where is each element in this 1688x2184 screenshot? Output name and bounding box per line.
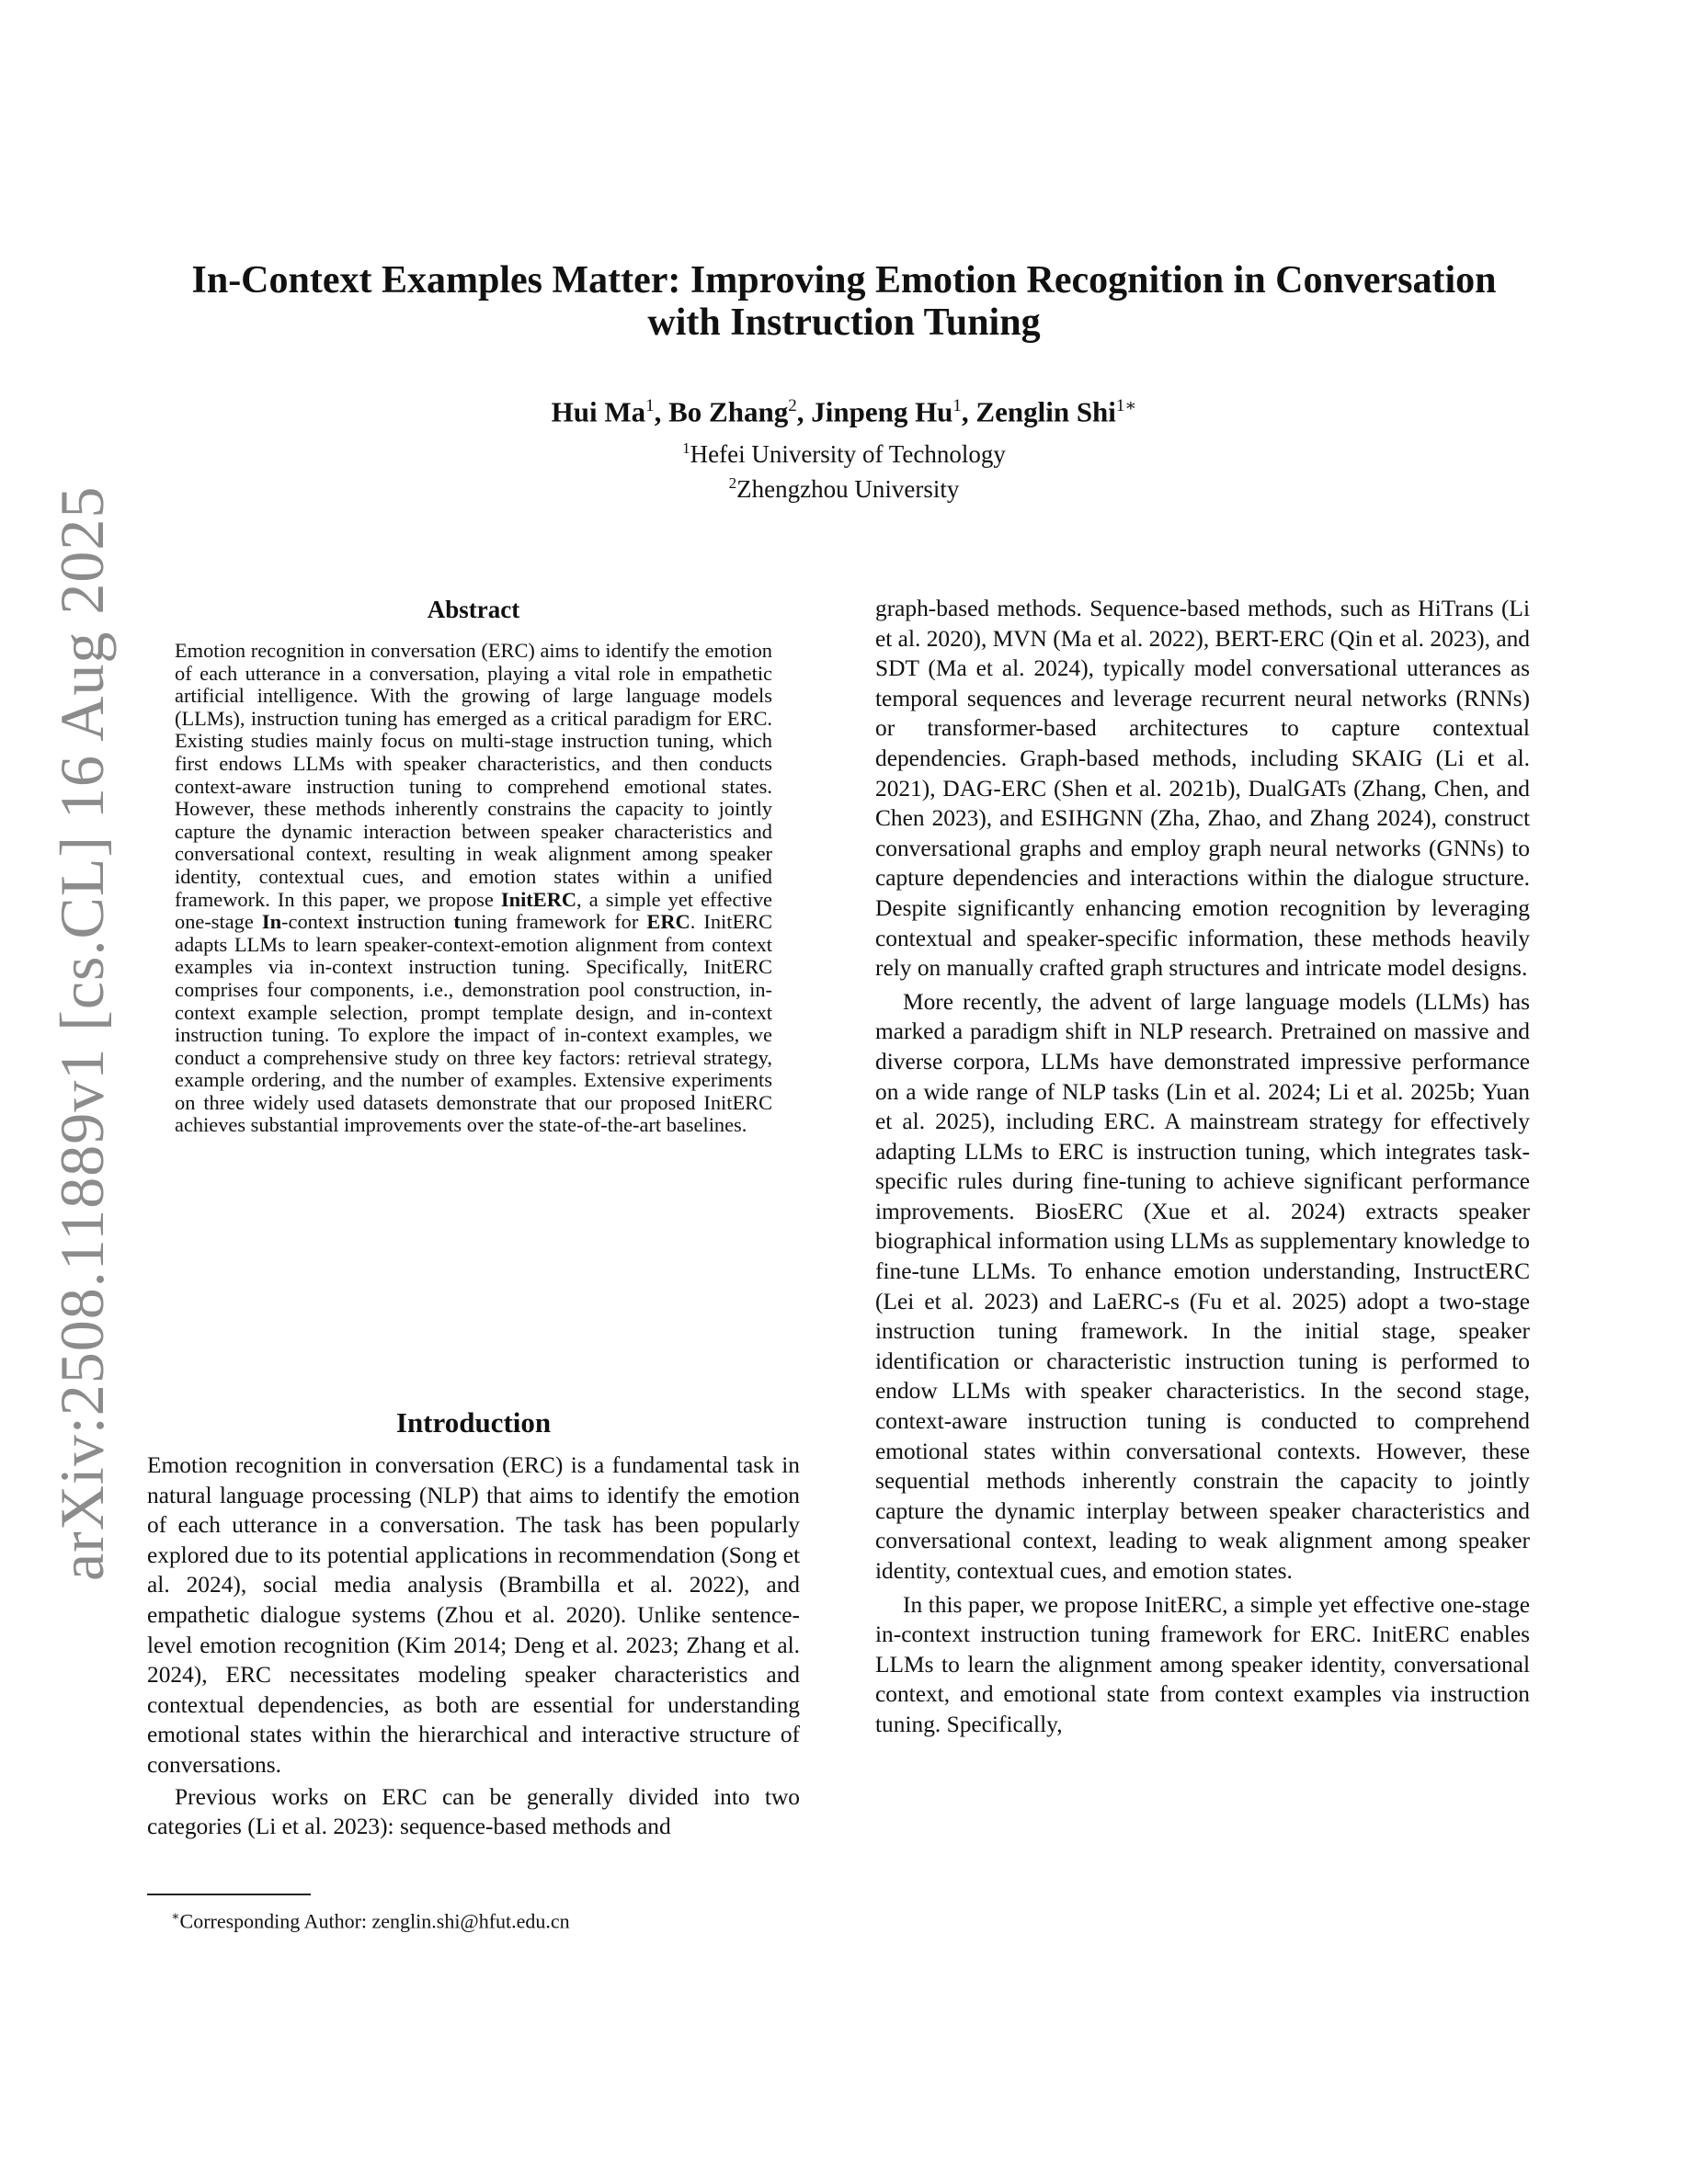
abstract-text: . InitERC adapts LLMs to learn speaker-context-emotion alignment from context examples via in-context instruction tuning. Specifically, InitERC comprises four components, i.e., demonstration pool construction, in-context example selection, prompt template design, and in-context instruction tuning. To explore the impact of in-context examples, we conduct a comprehensive study on three key factors: retrieval strategy, example ordering, and the number of examples. Extensive experiments on three widely used datasets demonstrate that our proposed InitERC achieves substantial improvements over the state-of-the-art baselines. [175,910,773,1137]
paragraph: In this paper, we propose InitERC, a simple yet effective one-stage in-context instruction tuning framework for ERC. InitERC enables LLMs to learn the alignment among speaker identity, conversational context, and emotional state from context examples via instruction tuning. Specifically, [875,1591,1530,1737]
abstract-acronym-letters: t [453,910,461,934]
affiliation-name: Zhengzhou University [736,475,960,503]
author-affiliation-mark: 1∗ [1115,396,1137,415]
abstract-heading: Abstract [427,596,520,623]
abstract-text: Emotion recognition in conversation (ERC) aims to identify the emotion of each utterance in a conversation, playing a vital role in empathetic artificial intelligence. With the growing of large language models (LLMs), instruction tuning has emerged as a critical paradigm for ERC. Existing studies mainly focus on multi-stage instruction tuning, which first endows LLMs with speaker characteristics, and then conducts context-aware instruction tuning to comprehend emotional states. However, these methods inherently constrains the capacity to jointly capture the dynamic interaction between speaker characteristics and conversational context, resulting in weak alignment among speaker identity, contextual cues, and emotion states within a unified framework. In this paper, we propose [175,639,772,911]
paper-title [147,259,1541,344]
affiliation-name: Hefei University of Technology [690,440,1006,468]
corresponding-author-footnote [171,1905,815,1934]
affiliation-mark: 1 [682,439,690,457]
introduction-left-column [147,1450,800,1842]
affiliation-list [147,434,1541,504]
right-column [875,594,1530,1740]
author-list: Hui Ma$^1$, Bo Zhang$^2$, Jinpeng Hu$^1$, Zenglin Shi$^{1∗}$ [551,395,1137,428]
abstract-text: nstruction [362,910,454,934]
author-affiliation-mark: 1 [952,396,962,415]
footnote-mark: ∗ [171,1910,180,1924]
affiliation [147,434,1541,469]
introduction-heading: Introduction [395,1406,552,1439]
author-name: Jinpeng Hu [811,395,953,428]
abstract-body [175,640,772,1137]
abstract-text: , a simple yet effective one-stage [175,887,772,934]
author-affiliation-mark: 1 [645,396,655,415]
abstract-method-name: InitERC [500,887,577,911]
abstract-text: uning framework for [460,910,647,934]
footnote-divider [147,1894,311,1895]
author-name: Zenglin Shi [975,395,1116,428]
footnote-text: Corresponding Author: zenglin.shi@hfut.edu.cn [179,1909,570,1933]
author-name: Bo Zhang [668,395,789,428]
title-line-1: In-Context Examples Matter: Improving Emotion Recognition in Conversation [191,259,1497,301]
affiliation-mark: 2 [728,474,737,492]
abstract-acronym-letters: ERC [646,910,690,934]
paragraph: More recently, the advent of large language models (LLMs) has marked a paradigm shift in NLP research. Pretrained on massive and diverse corpora, LLMs have demonstrated impressive performance on a wide range of NLP tasks (Lin et al. 2024; Li et al. 2025b; Yuan et al. 2025), including ERC. A mainstream strategy for effectively adapting LLMs to ERC is instruction tuning, which integrates task-specific rules during fine-tuning to achieve significant performance improvements. BiosERC (Xue et al. 2024) extracts speaker biographical information using LLMs as supplementary knowledge to fine-tune LLMs. To enhance emotion understanding, InstructERC (Lei et al. 2023) and LaERC-s (Fu et al. 2025) adopt a two-stage instruction tuning framework. In the initial stage, speaker identification or characteristic instruction tuning is performed to endow LLMs with speaker characteristics. In the second stage, context-aware instruction tuning is conducted to comprehend emotional states within conversational contexts. However, these sequential methods inherently constrain the capacity to jointly capture the dynamic interplay between speaker characteristics and conversational context, leading to weak alignment among speaker identity, contextual cues, and emotion states. [875,988,1530,1584]
abstract-acronym-letters: In [261,910,282,934]
title-line-2: with Instruction Tuning [647,301,1041,344]
affiliation [147,469,1541,504]
paragraph: graph-based methods. Sequence-based methods, such as HiTrans (Li et al. 2020), MVN (Ma et al. 2022), BERT-ERC (Qin et al. 2023), and SDT (Ma et al. 2024), typically model conversational utterances as temporal sequences and leverage recurrent neural networks (RNNs) or transformer-based architectures to capture contextual dependencies. Graph-based methods, including SKAIG (Li et al. 2021), DAG-ERC (Shen et al. 2021b), DualGATs (Zhang, Chen, and Chen 2023), and ESIHGNN (Zha, Zhao, and Zhang 2024), construct conversational graphs and employ graph neural networks (GNNs) to capture dependencies and interactions within the dialogue structure. Despite significantly enhancing emotion recognition by leveraging contextual and speaker-specific information, these methods heavily rely on manually crafted graph structures and intricate model designs. [875,596,1530,982]
arxiv-identifier: arXiv:2508.11889v1 [cs.CL] 16 Aug 2025 [47,485,117,1581]
author-name: Hui Ma [551,395,646,428]
paragraph: Emotion recognition in conversation (ERC) is a fundamental task in natural language processing (NLP) that aims to identify the emotion of each utterance in a conversation. The task has been popularly explored due to its potential applications in recommendation (Song et al. 2024), social media analysis (Brambilla et al. 2022), and empathetic dialogue systems (Zhou et al. 2020). Unlike sentence-level emotion recognition (Kim 2014; Deng et al. 2023; Zhang et al. 2024), ERC necessitates modeling speaker characteristics and contextual dependencies, as both are essential for understanding emotional states within the hierarchical and interactive structure of conversations. [147,1452,800,1778]
author-affiliation-mark: 2 [788,396,797,415]
paragraph: Previous works on ERC can be generally divided into two categories (Li et al. 2023): sequence-based methods and [147,1783,800,1840]
abstract-text: -context [281,910,358,934]
abstract-acronym-letters: i [357,910,363,934]
